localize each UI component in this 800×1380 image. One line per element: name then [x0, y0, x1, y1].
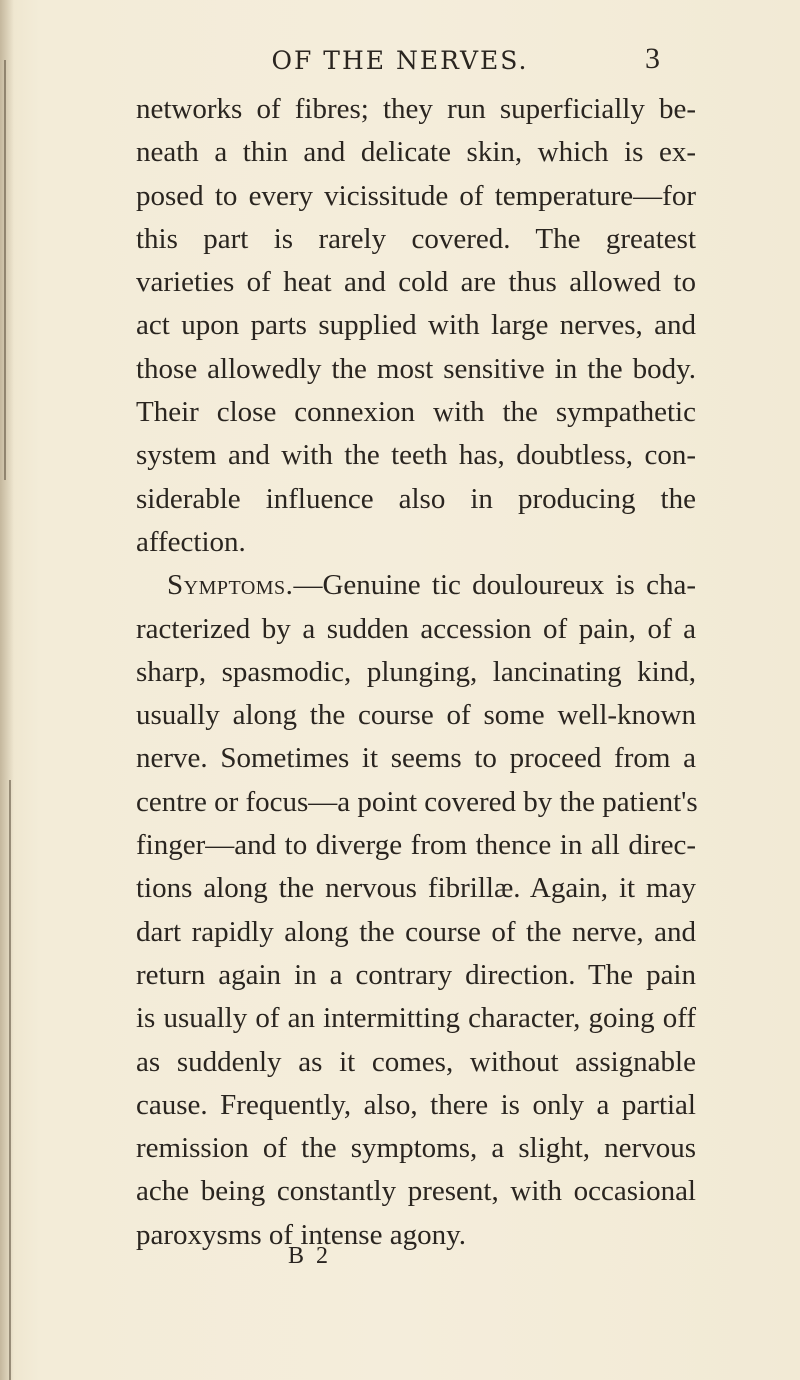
text-line: racterized by a sudden accession of pain, of a	[136, 612, 696, 645]
text-line: remission of the symptoms, a slight, nervous	[136, 1132, 696, 1165]
text-line: cause. Frequently, also, there is only a partial	[136, 1088, 696, 1121]
text-line: as suddenly as it comes, without assignable	[136, 1045, 696, 1078]
text-line: paroxysms of intense agony.	[136, 1218, 466, 1251]
text-line: networks of fibres; they run superficially be-	[136, 93, 696, 125]
text-line: tions along the nervous fibrillæ. Again, it may	[136, 872, 696, 905]
gutter-shadow	[0, 0, 14, 1380]
page-number: 3	[645, 42, 660, 75]
text-line: varieties of heat and cold are thus allowed to	[136, 266, 696, 299]
text-line: posed to every vicissitude of temperature—for	[136, 179, 696, 212]
text-line: those allowedly the most sensitive in the body.	[136, 352, 696, 385]
page-header	[0, 42, 800, 92]
signature-mark: B 2	[288, 1243, 332, 1269]
text-line: dart rapidly along the course of the nerve, and	[136, 915, 696, 948]
text-line: nerve. Sometimes it seems to proceed from a	[136, 742, 696, 775]
text-run: —Genuine tic douloureux is cha-	[293, 569, 696, 602]
body-text	[136, 88, 696, 1257]
text-line: Their close connexion with the sympathetic	[136, 396, 696, 429]
text-line: sharp, spasmodic, plunging, lancinating kind,	[136, 655, 696, 688]
text-line	[136, 564, 696, 607]
text-line: this part is rarely covered. The greatest	[136, 222, 696, 255]
text-line: usually along the course of some well-known	[136, 699, 696, 732]
binding-line	[4, 60, 6, 480]
binding-line	[9, 780, 11, 1380]
text-line: act upon parts supplied with large nerves, and	[136, 309, 696, 342]
text-line: return again in a contrary direction. The pain	[136, 958, 696, 991]
text-line: siderable influence also in producing the	[136, 482, 696, 515]
text-line: finger—and to diverge from thence in all direc-	[136, 829, 696, 862]
text-line: is usually of an intermitting character, going off	[136, 1002, 696, 1035]
paragraph	[136, 88, 696, 564]
section-heading: Symptoms.	[167, 569, 294, 602]
text-line: centre or focus—a point covered by the patient's	[136, 785, 698, 818]
text-line: system and with the teeth has, doubtless, con-	[136, 439, 696, 472]
running-title: OF THE NERVES.	[271, 46, 529, 75]
text-line: ache being constantly present, with occasional	[136, 1175, 696, 1208]
text-line: affection.	[136, 525, 246, 558]
paragraph	[136, 564, 696, 1257]
text-line: neath a thin and delicate skin, which is ex-	[136, 136, 696, 169]
